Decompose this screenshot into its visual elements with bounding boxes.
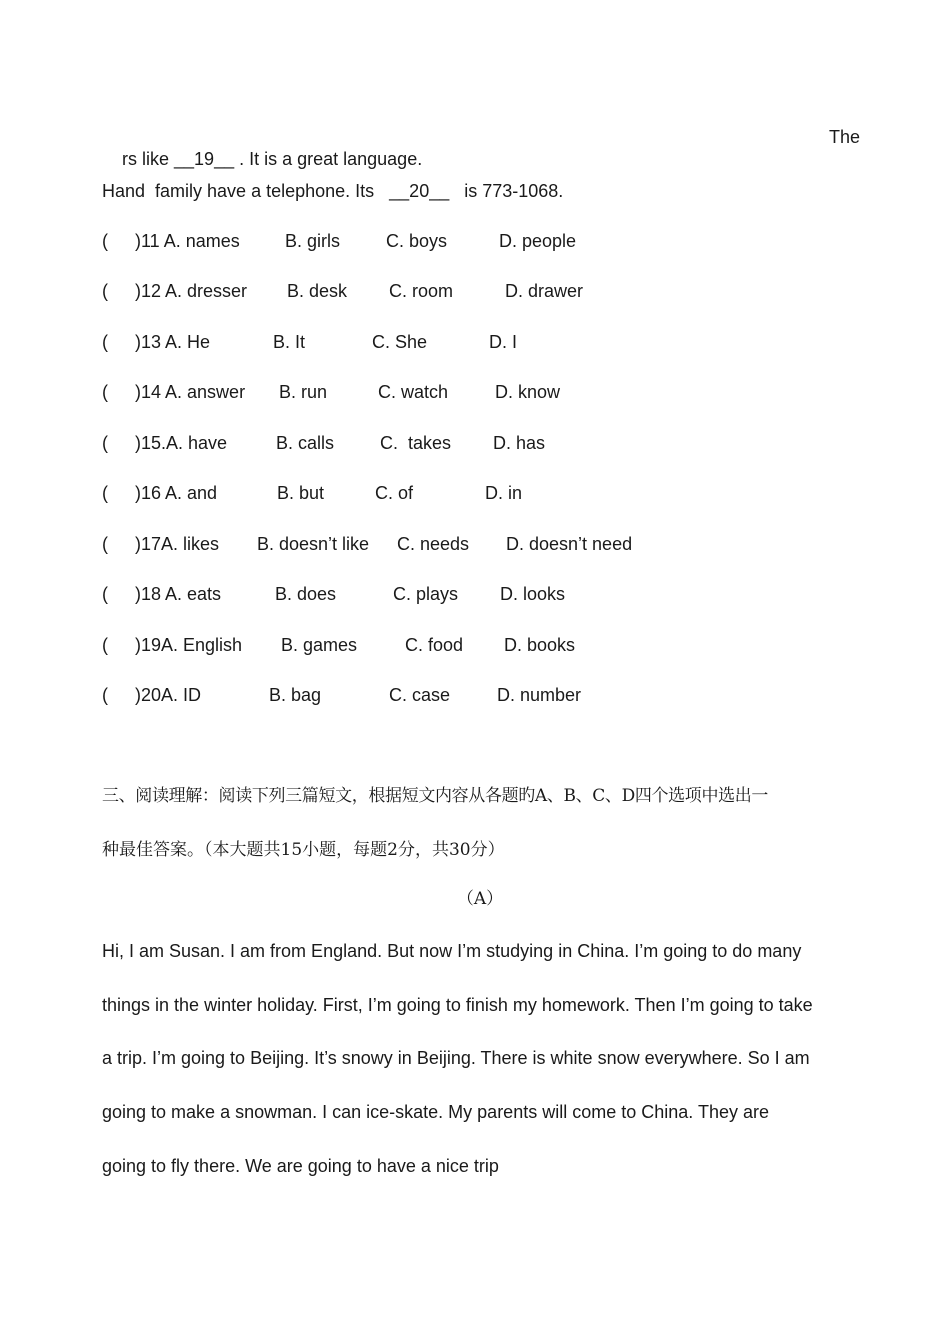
option-d: D. people [499, 231, 577, 251]
passage-line: a trip. I’m going to Beijing. It’s snowy in Beijing. There is white snow everywhere. So I am [102, 1048, 810, 1068]
option-d: D. doesn’t need [506, 534, 633, 554]
option-a: )20A. ID [135, 685, 202, 705]
question-16 [102, 482, 862, 504]
passage-line: Hi, I am Susan. I am from England. But now I’m studying in China. I’m going to do many [102, 941, 802, 961]
option-c: C. takes [380, 433, 452, 453]
option-b: B. doesn’t like [257, 534, 370, 554]
option-b: B. run [279, 382, 328, 402]
option-d: D. number [497, 685, 582, 705]
passage-line: going to fly there. We are going to have a nice trip [102, 1156, 499, 1176]
cloze-line-2: Hand family have a telephone. Its __20__ is 773-1068. [102, 181, 564, 201]
option-a: )12 A. dresser [135, 281, 248, 301]
question-18 [102, 583, 862, 605]
answer-paren: ( [102, 433, 108, 453]
option-b: B. games [281, 635, 358, 655]
option-c: C. of [375, 483, 414, 503]
question-15 [102, 432, 862, 454]
option-a: )13 A. He [135, 332, 211, 352]
option-d: D. in [485, 483, 523, 503]
option-d: D. know [495, 382, 561, 402]
question-11 [102, 230, 862, 252]
option-b: B. calls [276, 433, 335, 453]
question-17 [102, 533, 862, 555]
option-c: C. case [389, 685, 451, 705]
answer-paren: ( [102, 635, 108, 655]
option-a: )19A. English [135, 635, 243, 655]
answer-paren: ( [102, 483, 108, 503]
option-b: B. but [277, 483, 325, 503]
option-c: C. watch [378, 382, 449, 402]
option-d: D. books [504, 635, 576, 655]
option-c: C. room [389, 281, 454, 301]
option-b: B. bag [269, 685, 322, 705]
cloze-line-1-left: rs like __19__ . It is a great language. [122, 149, 423, 169]
answer-paren: ( [102, 332, 108, 352]
option-a: )14 A. answer [135, 382, 246, 402]
option-d: D. has [493, 433, 546, 453]
answer-paren: ( [102, 584, 108, 604]
option-a: )11 A. names [135, 231, 240, 251]
option-b: B. does [275, 584, 337, 604]
answer-paren: ( [102, 281, 108, 301]
option-c: C. plays [393, 584, 459, 604]
option-c: C. She [372, 332, 428, 352]
option-b: B. It [273, 332, 306, 352]
option-d: D. looks [500, 584, 566, 604]
section-instruction: 种最佳答案。（本大题共15小题，每题2分，共30分） [102, 840, 505, 860]
option-b: B. desk [287, 281, 348, 301]
option-c: C. boys [386, 231, 448, 251]
question-14 [102, 381, 862, 403]
question-19 [102, 634, 862, 656]
option-a: )16 A. and [135, 483, 218, 503]
passage-label: （A） [456, 889, 504, 909]
passage-line: things in the winter holiday. First, I’m going to finish my homework. Then I’m going to take [102, 995, 813, 1015]
option-a: )15.A. have [135, 433, 228, 453]
answer-paren: ( [102, 382, 108, 402]
option-a: )18 A. eats [135, 584, 222, 604]
option-a: )17A. likes [135, 534, 220, 554]
option-d: D. drawer [505, 281, 584, 301]
question-12 [102, 280, 862, 302]
section-heading-reading: 三、阅读理解：阅读下列三篇短文，根据短文内容从各题旳A、B、C、D四个选项中选出一 [102, 786, 769, 806]
cloze-line-1-right: The [828, 127, 860, 147]
option-c: C. needs [397, 534, 470, 554]
option-b: B. girls [285, 231, 341, 251]
question-20 [102, 684, 862, 706]
option-d: D. I [489, 332, 518, 352]
answer-paren: ( [102, 685, 108, 705]
question-13 [102, 331, 862, 353]
passage-line: going to make a snowman. I can ice-skate. My parents will come to China. They are [102, 1102, 769, 1122]
answer-paren: ( [102, 231, 108, 251]
answer-paren: ( [102, 534, 108, 554]
option-c: C. food [405, 635, 464, 655]
